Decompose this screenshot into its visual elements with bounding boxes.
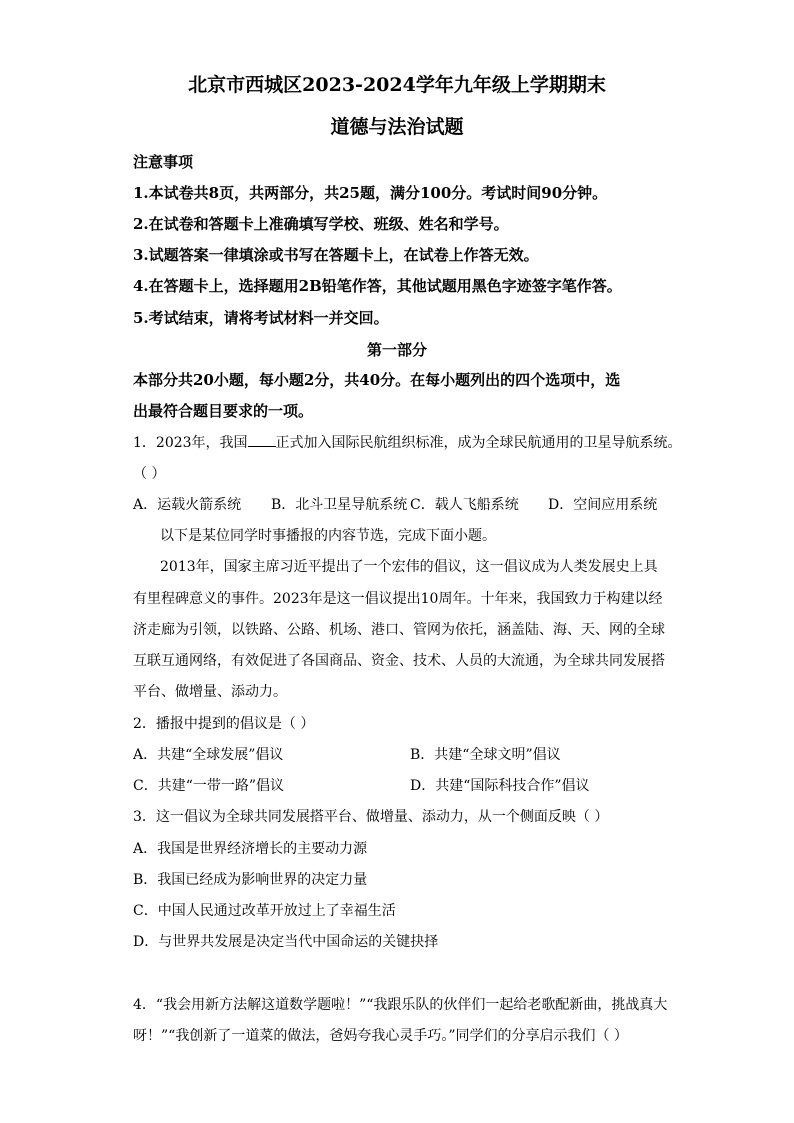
material-line-4: 互联互通网络，有效促进了各国商品、资金、技术、人员的大流通，为全球共同发展搭 (133, 653, 665, 669)
question-3-option-a: A．我国是世界经济增长的主要动力源 (133, 841, 368, 857)
question-3-option-c: C．中国人民通过改革开放过上了幸福生活 (133, 903, 396, 919)
part-one-heading: 第一部分 (366, 341, 427, 359)
notice-heading: 注意事项 (133, 153, 194, 171)
exam-title: 北京市西城区2023-2024学年九年级上学期期末 (188, 74, 606, 96)
question-4-line-1: 4．“我会用新方法解这道数学题啦！”“我跟乐队的伙伴们一起给老歌配新曲，挑战真大 (133, 997, 668, 1013)
material-line-5: 平台、做增量、添动力。 (133, 684, 287, 700)
question-3-stem: 3．这一倡议为全球共同发展搭平台、做增量、添动力，从一个侧面反映（ ） (133, 809, 609, 825)
part-one-intro-line-1: 本部分共20小题，每小题2分，共40分。在每小题列出的四个选项中，选 (133, 371, 621, 389)
question-1-bracket: （ ） (133, 466, 166, 482)
material-line-3: 济走廊为引领，以铁路、公路、机场、港口、管网为依托，涵盖陆、海、天、网的全球 (133, 622, 665, 638)
question-1-option-d: D．空间应用系统 (548, 497, 658, 513)
notice-item-3: 3.试题答案一律填涂或书写在答题卡上，在试卷上作答无效。 (133, 246, 539, 264)
question-2-option-c: C．共建“一带一路”倡议 (133, 778, 285, 794)
material-intro: 以下是某位同学时事播报的内容节选，完成下面小题。 (160, 528, 496, 544)
question-2-option-b: B．共建“全球文明”倡议 (410, 747, 561, 763)
question-2-option-d: D．共建“国际科技合作”倡议 (410, 778, 590, 794)
question-1-stem-end: 正式加入国际民航组织标准，成为全球民航通用的卫星导航系统。 (275, 435, 682, 451)
notice-item-1: 1.本试卷共8页，共两部分，共25题，满分100分。考试时间90分钟。 (133, 184, 608, 202)
question-3-option-b: B．我国已经成为影响世界的决定力量 (133, 872, 368, 888)
notice-item-4: 4.在答题卡上，选择题用2B铅笔作答，其他试题用黑色字迹签字笔作答。 (133, 277, 622, 295)
material-line-2: 有里程碑意义的事件。2023年是这一倡议提出10周年。十年来，我国致力于构建以经 (133, 591, 663, 607)
question-4-line-2: 呀！”“我创新了一道菜的做法，爸妈夸我心灵手巧。”同学们的分享启示我们（ ） (133, 1028, 628, 1044)
question-1-option-a: A．运载火箭系统 (133, 497, 242, 513)
question-1-stem (133, 432, 682, 452)
question-2-stem: 2．播报中提到的倡议是（ ） (133, 716, 315, 732)
question-1-blank (248, 434, 276, 447)
question-1-option-c: C．载人飞船系统 (410, 497, 519, 513)
question-2-option-a: A．共建“全球发展”倡议 (133, 747, 284, 763)
notice-item-2: 2.在试卷和答题卡上准确填写学校、班级、姓名和学号。 (133, 215, 509, 233)
question-3-option-d: D．与世界共发展是决定当代中国命运的关键抉择 (133, 934, 439, 950)
exam-subtitle: 道德与法治试题 (330, 116, 464, 138)
material-line-1: 2013年，国家主席习近平提出了一个宏伟的倡议，这一倡议成为人类发展史上具 (160, 559, 658, 575)
notice-item-5: 5.考试结束，请将考试材料一并交回。 (133, 309, 389, 327)
question-1-option-b: B．北斗卫星导航系统 (271, 497, 408, 513)
part-one-intro-line-2: 出最符合题目要求的一项。 (133, 402, 314, 420)
question-1-stem-start: 1．2023年，我国 (133, 435, 248, 451)
